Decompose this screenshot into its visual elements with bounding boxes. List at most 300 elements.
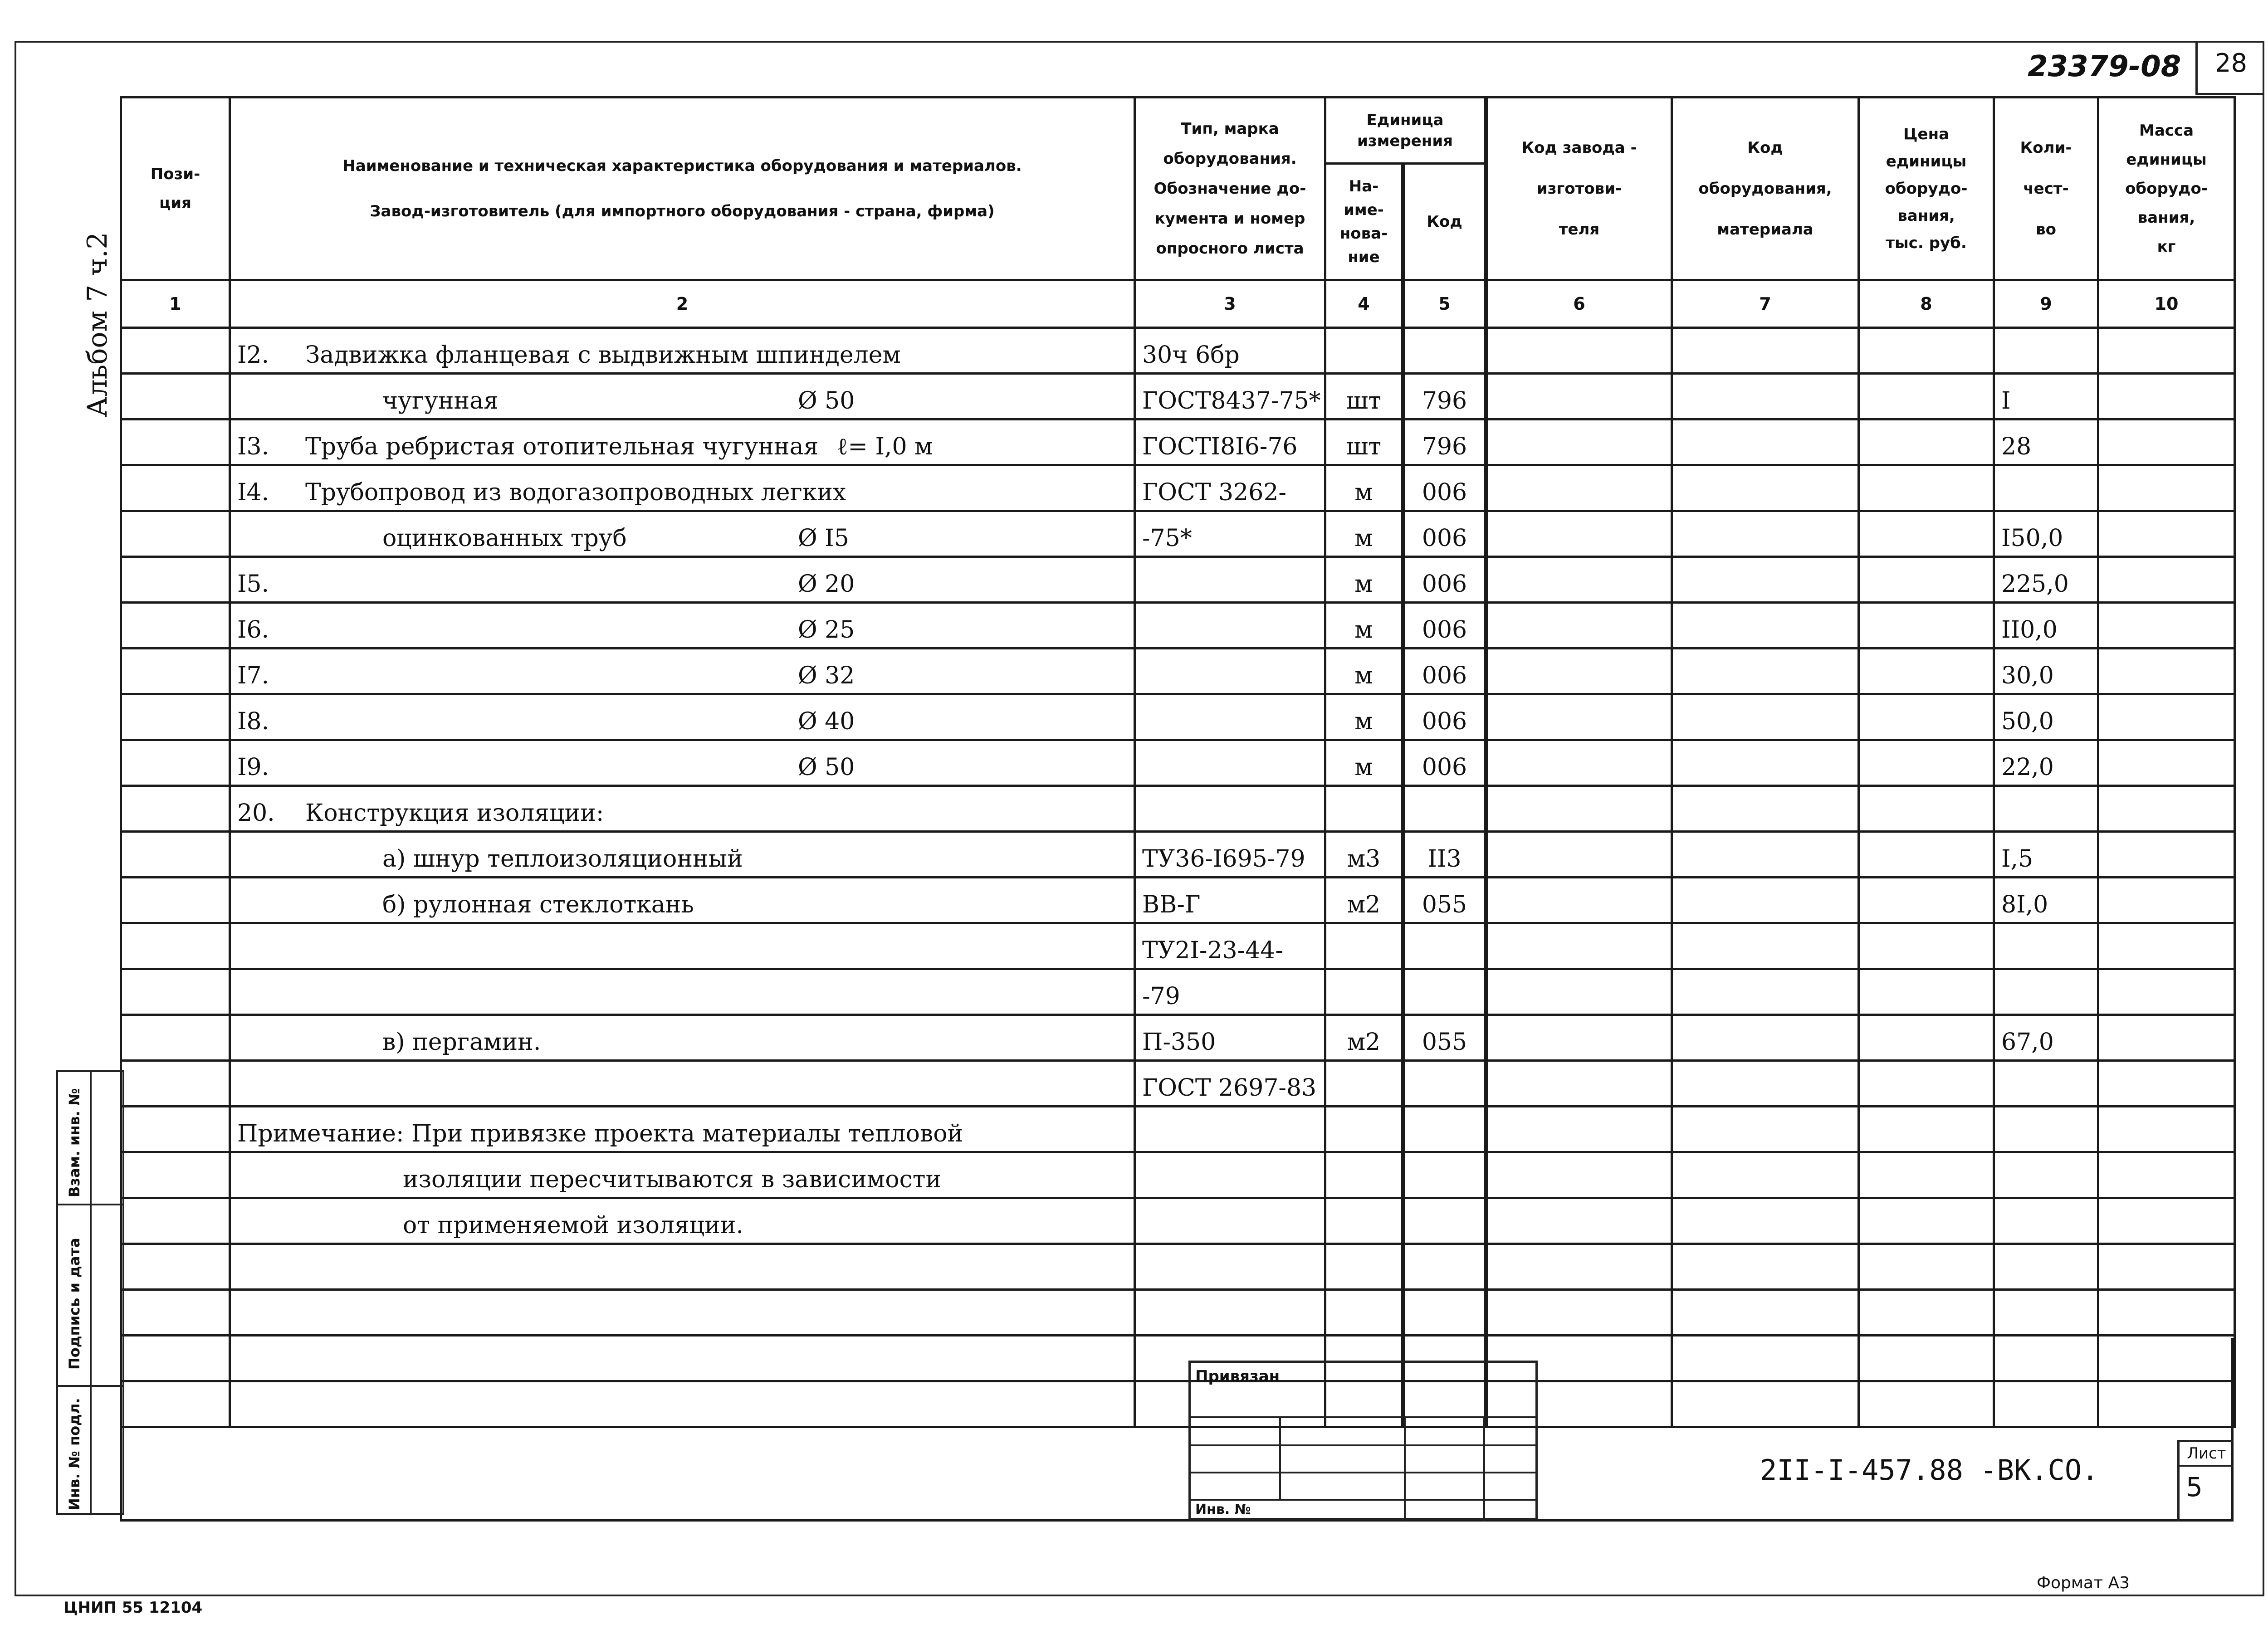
note-row-2 [121,1152,2235,1198]
cell-col1 [121,374,230,419]
item-quantity: 28 [2001,433,2032,460]
cell-unit-code [1403,740,1486,786]
cell-type [1135,694,1325,740]
document-designation: 2II-I-457.88 -ВК.СО. [1760,1454,2099,1487]
cell-name [230,1061,1135,1107]
table-row [121,786,2235,832]
cell-unit-code [1403,786,1486,832]
column-number-row [121,280,2235,328]
item-type-doc: ГОСТ 2697-83 [1142,1074,1317,1102]
cell-price [1859,419,1994,465]
cell-price [1859,511,1994,557]
side-label-inv-podl: Инв. № подл. [66,1398,83,1510]
item-unit-code: 796 [1422,433,1467,460]
cell-factory-code [1486,465,1672,511]
item-dimension: Ø 50 [798,754,855,781]
item-type-doc: ГОСТI8I6-76 [1142,433,1298,460]
cell-price [1859,1015,1994,1061]
cell-type [1135,557,1325,603]
cell-mass [2098,1015,2235,1061]
header-mass: Масса единицы оборудо- вания, кг [2098,98,2235,280]
cell-quantity [1994,328,2098,374]
stamp-grid [1483,1416,1485,1521]
table-row [121,511,2235,557]
cell-name [230,878,1135,923]
cell-price [1859,328,1994,374]
item-unit: м2 [1347,891,1381,918]
item-unit: м [1354,616,1373,644]
cell-price [1859,786,1994,832]
col-num-10: 10 [2098,280,2235,328]
cell-type [1135,649,1325,694]
cell-col1 [121,832,230,878]
cell-quantity [1994,603,2098,649]
table-row [121,419,2235,465]
item-unit: м2 [1347,1029,1381,1056]
cell-price [1859,557,1994,603]
cell-equipment-code [1672,786,1859,832]
cell-quantity [1994,557,2098,603]
table-row [121,969,2235,1015]
doc-number-top: 23379-08 [2028,50,2181,83]
item-unit-code: 006 [1422,479,1467,506]
cell-equipment-code [1672,923,1859,969]
item-quantity: I,5 [2001,845,2033,873]
cell-name [230,603,1135,649]
header-price: Цена единицы оборудо- вания, тыс. руб. [1859,98,1994,280]
list-box [2177,1440,2234,1522]
cell-quantity [1994,969,2098,1015]
cell-unit [1325,878,1403,923]
cell-factory-code [1486,786,1672,832]
item-dimension: ℓ= I,0 м [836,433,933,460]
cell-mass [2098,1061,2235,1107]
cell-equipment-code [1672,1061,1859,1107]
cell-col1 [121,649,230,694]
header-unit-name: На- име- нова- ние [1325,164,1403,280]
specification-table [120,96,2236,1428]
cell-factory-code [1486,374,1672,419]
header-position: Пози- ция [121,98,230,280]
cell-unit-code [1403,603,1486,649]
item-unit-code: II3 [1427,845,1461,873]
album-label: Альбом 7 ч.2 [82,232,113,417]
sheet-number-box [2195,41,2264,95]
cell-name [230,1015,1135,1061]
cell-factory-code [1486,419,1672,465]
side-cell-vline [90,1072,92,1513]
item-dimension: Ø 25 [798,616,855,644]
position-number: I5. [237,571,269,598]
cell-quantity [1994,649,2098,694]
cell-price [1859,832,1994,878]
cell-factory-code [1486,511,1672,557]
cell-price [1859,694,1994,740]
item-unit: м [1354,754,1373,781]
note-line-1: Примечание: При привязке проекта материалы тепловой [230,1107,1135,1152]
item-name: а) шнур теплоизоляционный [382,845,743,873]
note-line-3: от применяемой изоляции. [403,1212,744,1239]
cell-mass [2098,694,2235,740]
cell-unit [1325,786,1403,832]
cell-equipment-code [1672,878,1859,923]
cell-col1 [121,419,230,465]
cell-name [230,465,1135,511]
table-row [121,603,2235,649]
cell-name [230,649,1135,694]
item-quantity: II0,0 [2001,616,2058,644]
empty-row [121,1290,2235,1336]
cell-col1 [121,557,230,603]
cell-type [1135,328,1325,374]
cell-type [1135,374,1325,419]
note-row-3 [121,1198,2235,1244]
cell-price [1859,923,1994,969]
cell-equipment-code [1672,832,1859,878]
cell-unit-code [1403,328,1486,374]
item-name: Трубопровод из водогазопроводных легких [305,479,846,506]
cell-col1 [121,740,230,786]
cell-unit-code [1403,923,1486,969]
cell-mass [2098,603,2235,649]
cell-mass [2098,969,2235,1015]
item-unit: м [1354,662,1373,689]
cell-name [230,832,1135,878]
item-name: оцинкованных труб [382,525,627,552]
cell-type [1135,878,1325,923]
item-quantity: 50,0 [2001,708,2054,735]
position-number: I4. [237,479,269,506]
cell-mass [2098,419,2235,465]
cell-mass [2098,786,2235,832]
cell-quantity [1994,374,2098,419]
cell-equipment-code [1672,374,1859,419]
cell-price [1859,465,1994,511]
cell-unit-code [1403,649,1486,694]
cell-price [1859,603,1994,649]
header-name: Наименование и техническая характеристика оборудования и материалов. Завод-изготовитель (для импортного оборудования - страна, фирма) [230,98,1135,280]
cell-equipment-code [1672,649,1859,694]
list-label: Лист [2180,1442,2234,1467]
cell-factory-code [1486,1015,1672,1061]
position-number: I7. [237,662,269,689]
col-num-3: 3 [1135,280,1325,328]
header-equipment-code: Код оборудования, материала [1672,98,1859,280]
position-number: I8. [237,708,269,735]
footer-format: Формат А3 [2037,1574,2130,1592]
cell-unit-code [1403,694,1486,740]
cell-factory-code [1486,1061,1672,1107]
col-num-7: 7 [1672,280,1859,328]
position-number: I6. [237,616,269,644]
cell-quantity [1994,419,2098,465]
item-type-doc: ГОСТ8437-75* [1142,387,1321,415]
table-row [121,1061,2235,1107]
item-dimension: Ø 50 [798,387,855,415]
item-type-doc: -79 [1142,983,1180,1010]
cell-equipment-code [1672,1015,1859,1061]
cell-type [1135,740,1325,786]
cell-equipment-code [1672,969,1859,1015]
cell-unit [1325,419,1403,465]
item-unit-code: 006 [1422,662,1467,689]
table-row [121,465,2235,511]
cell-quantity [1994,832,2098,878]
cell-mass [2098,328,2235,374]
cell-mass [2098,878,2235,923]
cell-equipment-code [1672,511,1859,557]
cell-type [1135,419,1325,465]
cell-col1 [121,923,230,969]
table-row [121,832,2235,878]
col-num-9: 9 [1994,280,2098,328]
cell-mass [2098,649,2235,694]
item-name: Труба ребристая отопительная чугунная [305,433,819,460]
cell-unit-code [1403,374,1486,419]
cell-name [230,740,1135,786]
side-label-vzam: Взам. инв. № [66,1088,83,1197]
cell-equipment-code [1672,419,1859,465]
table-row [121,649,2235,694]
cell-unit [1325,832,1403,878]
side-label-podpis: Подпись и дата [66,1238,83,1370]
stamp-grid [1279,1416,1281,1499]
position-number: I2. [237,341,269,369]
cell-price [1859,969,1994,1015]
cell-factory-code [1486,923,1672,969]
item-quantity: I [2001,387,2011,415]
cell-equipment-code [1672,465,1859,511]
cell-quantity [1994,1015,2098,1061]
cell-type [1135,1061,1325,1107]
footer-left-code: ЦНИП 55 12104 [64,1599,203,1617]
item-unit-code: 006 [1422,571,1467,598]
cell-unit-code [1403,465,1486,511]
cell-unit [1325,511,1403,557]
table-row [121,557,2235,603]
cell-col1 [121,694,230,740]
item-name: б) рулонная стеклоткань [382,891,694,918]
item-unit: м3 [1347,845,1381,873]
cell-quantity [1994,786,2098,832]
cell-type [1135,1015,1325,1061]
table-row [121,1015,2235,1061]
item-quantity: 22,0 [2001,754,2054,781]
item-dimension: Ø 40 [798,708,855,735]
item-unit: шт [1346,387,1382,415]
cell-type [1135,603,1325,649]
position-number: I9. [237,754,269,781]
col-num-8: 8 [1859,280,1994,328]
item-quantity: I50,0 [2001,525,2063,552]
cell-mass [2098,923,2235,969]
item-type-doc: ГОСТ 3262- [1142,479,1286,506]
cell-factory-code [1486,649,1672,694]
item-unit: м [1354,479,1373,506]
item-unit-code: 006 [1422,708,1467,735]
cell-price [1859,878,1994,923]
item-name: в) пергамин. [382,1029,541,1056]
cell-col1 [121,328,230,374]
cell-factory-code [1486,603,1672,649]
position-number: I3. [237,433,269,460]
cell-unit [1325,923,1403,969]
cell-unit [1325,1015,1403,1061]
cell-type [1135,786,1325,832]
cell-quantity [1994,511,2098,557]
cell-unit-code [1403,511,1486,557]
col-num-2: 2 [230,280,1135,328]
col-num-1: 1 [121,280,230,328]
item-unit: шт [1346,433,1382,460]
note-line-2: изоляции пересчитываются в зависимости [403,1166,942,1193]
cell-col1 [121,603,230,649]
cell-price [1859,1061,1994,1107]
cell-type [1135,923,1325,969]
cell-quantity [1994,694,2098,740]
item-dimension: Ø I5 [798,525,849,552]
cell-name [230,328,1135,374]
cell-col1 [121,465,230,511]
cell-quantity [1994,923,2098,969]
cell-name [230,694,1135,740]
item-name: Задвижка фланцевая с выдвижным шпинделем [305,341,901,369]
item-quantity: 30,0 [2001,662,2054,689]
cell-col1 [121,969,230,1015]
item-type-doc: -75* [1142,525,1192,552]
cell-col1 [121,878,230,923]
list-number: 5 [2186,1472,2203,1502]
privyazan-stamp [1188,1361,1538,1520]
cell-unit [1325,1061,1403,1107]
stamp-privyazan-label: Привязан [1195,1367,1280,1385]
cell-name [230,923,1135,969]
cell-name [230,419,1135,465]
item-type-doc: П-350 [1142,1029,1216,1056]
cell-unit-code [1403,969,1486,1015]
cell-equipment-code [1672,328,1859,374]
cell-name [230,374,1135,419]
cell-factory-code [1486,832,1672,878]
empty-row [121,1244,2235,1290]
cell-equipment-code [1672,694,1859,740]
cell-factory-code [1486,328,1672,374]
cell-unit-code [1403,1061,1486,1107]
title-area-frame [120,1338,2234,1522]
cell-mass [2098,740,2235,786]
cell-mass [2098,465,2235,511]
cell-quantity [1994,1061,2098,1107]
header-unit-code: Код [1403,164,1486,280]
item-unit-code: 006 [1422,525,1467,552]
header-quantity: Коли- чест- во [1994,98,2098,280]
cell-name [230,786,1135,832]
item-unit: м [1354,525,1373,552]
item-quantity: 67,0 [2001,1029,2054,1056]
cell-equipment-code [1672,557,1859,603]
cell-factory-code [1486,969,1672,1015]
item-type-doc: ТУ2I-23-44- [1142,937,1283,964]
item-dimension: Ø 20 [798,571,855,598]
item-type-doc: ТУ36-I695-79 [1142,845,1305,873]
cell-unit [1325,603,1403,649]
cell-price [1859,649,1994,694]
cell-col1 [121,1061,230,1107]
cell-unit-code [1403,419,1486,465]
cell-type [1135,832,1325,878]
item-name: Конструкция изоляции: [305,800,604,827]
cell-quantity [1994,878,2098,923]
header-row-1 [121,98,2235,164]
item-unit-code: 006 [1422,616,1467,644]
cell-col1 [121,786,230,832]
item-quantity: 225,0 [2001,571,2069,598]
item-unit-code: 055 [1422,1029,1467,1056]
cell-unit-code [1403,878,1486,923]
cell-quantity [1994,465,2098,511]
cell-unit [1325,694,1403,740]
table-row [121,878,2235,923]
item-quantity: 8I,0 [2001,891,2048,918]
cell-factory-code [1486,740,1672,786]
stamp-grid [1404,1416,1406,1521]
item-unit-code: 006 [1422,754,1467,781]
header-unit-group: Единица измерения [1325,98,1486,164]
col-num-6: 6 [1486,280,1672,328]
cell-mass [2098,374,2235,419]
item-unit-code: 055 [1422,891,1467,918]
cell-unit [1325,557,1403,603]
position-number: 20. [237,800,275,827]
cell-type [1135,465,1325,511]
cell-mass [2098,557,2235,603]
cell-factory-code [1486,878,1672,923]
table-row [121,374,2235,419]
table-body [121,328,2235,1107]
item-name: чугунная [382,387,499,415]
cell-unit-code [1403,832,1486,878]
cell-unit [1325,969,1403,1015]
cell-equipment-code [1672,740,1859,786]
col-num-4: 4 [1325,280,1403,328]
cell-col1 [121,511,230,557]
cell-unit [1325,374,1403,419]
cell-name [230,557,1135,603]
header-factory-code: Код завода - изготови- теля [1486,98,1672,280]
cell-quantity [1994,740,2098,786]
cell-col1 [121,1015,230,1061]
cell-mass [2098,511,2235,557]
note-row-1 [121,1107,2235,1152]
cell-unit-code [1403,557,1486,603]
item-dimension: Ø 32 [798,662,855,689]
cell-equipment-code [1672,603,1859,649]
item-type-doc: ВВ-Г [1142,891,1201,918]
cell-unit [1325,465,1403,511]
col-num-5: 5 [1403,280,1486,328]
cell-type [1135,969,1325,1015]
cell-factory-code [1486,557,1672,603]
table-row [121,694,2235,740]
table-row [121,923,2235,969]
item-type-doc: 30ч 6бр [1142,341,1240,369]
table-row [121,328,2235,374]
cell-unit [1325,740,1403,786]
table-row [121,740,2235,786]
cell-price [1859,740,1994,786]
cell-unit-code [1403,1015,1486,1061]
cell-price [1859,374,1994,419]
